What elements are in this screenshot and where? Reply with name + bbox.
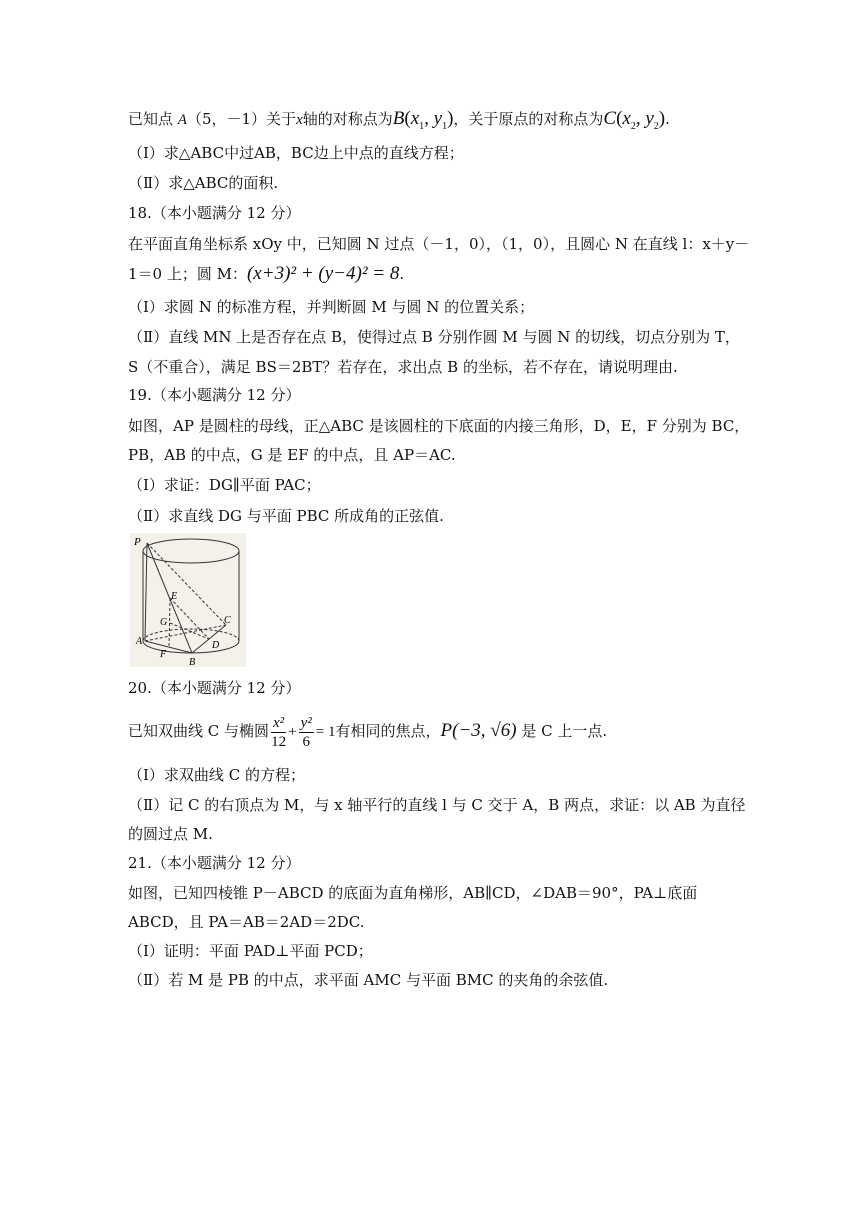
q17-part1: （Ⅰ）求△ABC中过AB，BC边上中点的直线方程； (128, 144, 464, 162)
q19-part1: （Ⅰ）求证：DG∥平面 PAC； (128, 476, 321, 494)
q21-line2: ABCD，且 PA＝AB＝2AD＝2DC. (128, 913, 365, 931)
q20-line1: 已知双曲线 C 与椭圆 $\frac{\text{x²}}{12}$ + $\frac{\text{y²}}{6}$ = 1有相同的焦点，P(−3, √6) 是 C 上一点. (128, 714, 608, 750)
q19-line2: PB，AB 的中点，G 是 EF 的中点，且 AP＝AC. (128, 446, 456, 464)
q20-point-p: P(−3, √6) (440, 720, 517, 741)
q17-point-a: A (177, 112, 187, 128)
q18-part1: （Ⅰ）求圆 N 的标准方程，并判断圆 M 与圆 N 的位置关系； (128, 298, 535, 316)
q20-part2a: （Ⅱ）记 C 的右顶点为 M，与 x 轴平行的直线 l 与 C 交于 A，B 两点，求证：以 AB 为直径 (128, 796, 746, 814)
q17-x: x (296, 112, 303, 128)
q21-header: 21.（本小题满分 12 分） (128, 854, 301, 872)
q17-intro: 已知点 (128, 110, 174, 128)
cylinder-diagram (130, 533, 246, 667)
q17-point-c: $C(x_2$, $y_2$) (603, 108, 666, 132)
ellipse-frac-x: $\frac{\text{x²}}{12}$ (271, 714, 287, 750)
q17-mid-text: ，关于原点的对称点为 (453, 110, 604, 128)
q17-point-b: $B(x_1$, $y_1$) (392, 108, 454, 132)
q18-part2a: （Ⅱ）直线 MN 上是否存在点 B，使得过点 B 分别作圆 M 与圆 N 的切线，切点分别为 T， (128, 328, 740, 346)
q19-part2: （Ⅱ）求直线 DG 与平面 PBC 所成角的正弦值. (128, 507, 444, 525)
label-b: B (189, 657, 196, 667)
label-f: F (160, 649, 167, 660)
ellipse-frac-y: $\frac{\text{y²}}{6}$ (300, 714, 312, 750)
q18-line1: 在平面直角坐标系 xOy 中，已知圆 N 过点（－1，0），（1，0），且圆心 N 在直线 l：x＋y－ (128, 235, 750, 253)
q20-part2b: 的圆过点 M. (128, 825, 213, 843)
label-g: G (160, 617, 168, 628)
label-d: D (212, 640, 220, 651)
q18-circle-m-equation: (x+3)² + (y−4)² = 8 (246, 263, 400, 284)
label-p: P (134, 536, 141, 548)
label-a: A (136, 636, 143, 647)
q17-coord-a: （5，－1）关于 (186, 110, 297, 128)
label-e: E (171, 591, 178, 602)
q17-part2: （Ⅱ）求△ABC的面积. (128, 174, 279, 192)
q19-header: 19.（本小题满分 12 分） (128, 386, 301, 404)
q18-header: 18.（本小题满分 12 分） (128, 204, 301, 222)
q18-line2: 1＝0 上；圆 M：(x+3)² + (y−4)² = 8. (128, 263, 405, 284)
q21-part2: （Ⅱ）若 M 是 PB 的中点，求平面 AMC 与平面 BMC 的夹角的余弦值. (128, 971, 609, 989)
q19-line1: 如图，AP 是圆柱的母线，正△ABC 是该圆柱的下底面的内接三角形，D，E，F 分别为 BC， (128, 417, 750, 435)
q20-header: 20.（本小题满分 12 分） (128, 679, 301, 697)
label-c: C (224, 615, 231, 626)
q17-line1: 已知点 A（5，－1）关于x轴的对称点为$B(x_1$, $y_1$)，关于原点的对称点为$C(x_2$, $y_2$). (128, 108, 670, 132)
q17-axis-text: 轴的对称点为 (302, 110, 393, 128)
q21-line1: 如图，已知四棱锥 P－ABCD 的底面为直角梯形，AB∥CD，∠DAB＝90°，PA⊥底面 (128, 884, 698, 902)
q18-part2b: S（不重合），满足 BS＝2BT？若存在，求出点 B 的坐标，若不存在，请说明理由. (128, 358, 678, 376)
cylinder-figure (130, 533, 246, 667)
q21-part1: （Ⅰ）证明：平面 PAD⊥平面 PCD； (128, 942, 373, 960)
q20-part1: （Ⅰ）求双曲线 C 的方程； (128, 766, 305, 784)
